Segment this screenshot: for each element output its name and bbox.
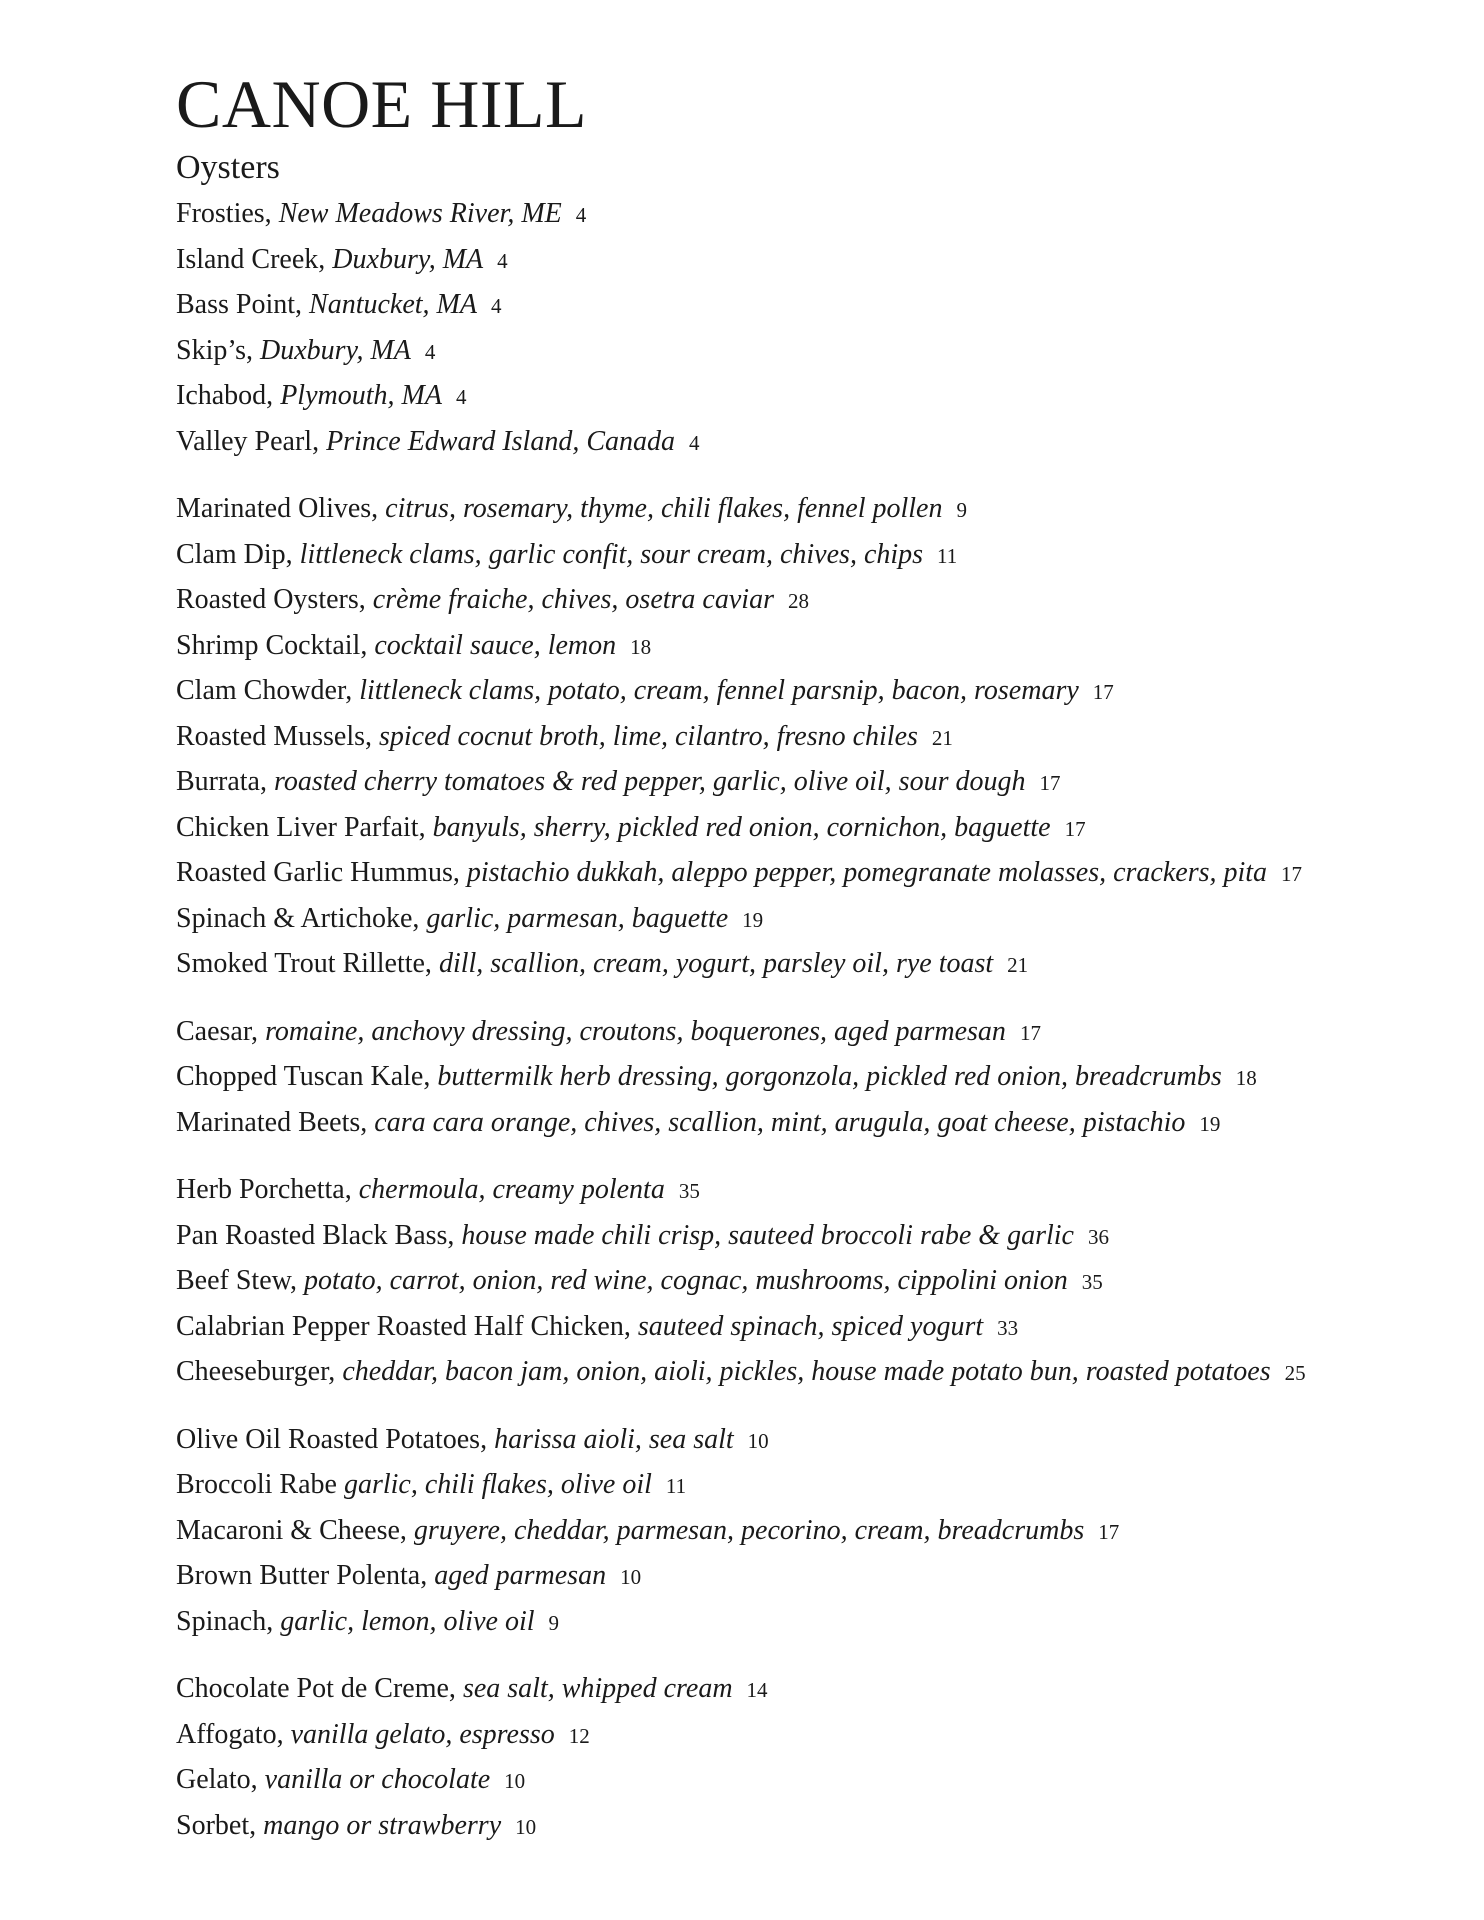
item-name: Burrata, (176, 766, 267, 797)
menu-item (176, 192, 1356, 238)
menu-item (176, 238, 1356, 284)
item-description: dill, scallion, cream, yogurt, parsley oil, rye toast (438, 948, 994, 979)
menu-item (176, 760, 1356, 806)
menu-section (176, 146, 1356, 465)
restaurant-title: CANOE HILL (176, 66, 588, 142)
item-price: 4 (455, 385, 467, 409)
item-description: crème fraiche, chives, osetra caviar (372, 584, 774, 615)
item-name: Marinated Olives, (176, 493, 379, 524)
menu-section (176, 1418, 1356, 1646)
item-price: 10 (620, 1565, 642, 1589)
item-description: aged parmesan (434, 1560, 607, 1591)
menu-item (176, 1305, 1356, 1351)
item-name: Marinated Beets, (176, 1106, 368, 1138)
item-description: buttermilk herb dressing, gorgonzola, pickled red onion, breadcrumbs (437, 1061, 1222, 1092)
item-description: New Meadows River, ME (278, 198, 562, 229)
item-name: Skip’s, (176, 334, 254, 366)
item-price: 4 (689, 430, 700, 455)
item-name: Roasted Oysters, (176, 584, 366, 615)
menu-item (176, 1418, 1356, 1464)
item-description: Nantucket, MA (309, 289, 477, 320)
item-description: cara cara orange, chives, scallion, mint, arugula, goat cheese, pistachio (374, 1106, 1186, 1138)
item-name: Gelato, (176, 1764, 258, 1795)
item-price: 11 (665, 1474, 687, 1498)
menu-item (176, 1168, 1356, 1214)
item-description: garlic, chili flakes, olive oil (343, 1469, 652, 1500)
menu-item (176, 806, 1356, 852)
menu-item (176, 715, 1356, 761)
menu-section (176, 1010, 1356, 1147)
item-name: Chicken Liver Parfait, (176, 811, 426, 843)
menu-item (176, 1509, 1356, 1555)
menu-item (176, 1713, 1356, 1759)
item-description: littleneck clams, potato, cream, fennel parsnip, bacon, rosemary (359, 675, 1079, 706)
item-price: 36 (1087, 1224, 1109, 1249)
item-name: Roasted Garlic Hummus, (176, 857, 460, 888)
item-name: Pan Roasted Black Bass, (176, 1219, 455, 1251)
menu-item (176, 942, 1356, 988)
menu-section (176, 1667, 1356, 1849)
menu-item (176, 533, 1356, 579)
item-description: roasted cherry tomatoes & red pepper, garlic, olive oil, sour dough (273, 766, 1026, 797)
item-price: 14 (746, 1678, 768, 1702)
menu-item (176, 1055, 1356, 1101)
item-description: chermoula, creamy polenta (358, 1174, 665, 1205)
item-price: 25 (1284, 1361, 1306, 1385)
item-description: citrus, rosemary, thyme, chili flakes, fennel pollen (385, 493, 943, 524)
menu-item (176, 1259, 1356, 1305)
item-description: Duxbury, MA (332, 243, 484, 275)
item-name: Frosties, (176, 198, 272, 229)
item-name: Calabrian Pepper Roasted Half Chicken, (176, 1310, 631, 1342)
item-price: 17 (1039, 771, 1061, 795)
item-description: sea salt, whipped cream (462, 1673, 733, 1704)
item-name: Beef Stew, (176, 1265, 298, 1296)
menu-item (176, 1463, 1356, 1509)
item-description: banyuls, sherry, pickled red onion, cornichon, baguette (432, 811, 1051, 843)
item-name: Shrimp Cocktail, (176, 629, 368, 661)
item-price: 9 (956, 498, 967, 522)
item-name: Chopped Tuscan Kale, (176, 1061, 431, 1092)
item-price: 10 (504, 1769, 526, 1793)
item-price: 35 (678, 1179, 700, 1203)
item-price: 21 (931, 725, 953, 750)
item-description: sauteed spinach, spiced yogurt (637, 1310, 984, 1342)
item-description: garlic, parmesan, baguette (426, 902, 729, 934)
menu-item (176, 669, 1356, 715)
menu-item (176, 420, 1356, 466)
menu-item (176, 578, 1356, 624)
item-name: Bass Point, (176, 289, 303, 320)
menu-item (176, 1010, 1356, 1056)
item-description: spiced cocnut broth, lime, cilantro, fresno chiles (379, 720, 918, 752)
item-name: Island Creek, (176, 243, 326, 275)
menu-item (176, 1214, 1356, 1260)
item-price: 19 (1199, 1111, 1221, 1136)
item-price: 9 (548, 1610, 560, 1635)
item-name: Broccoli Rabe (176, 1469, 337, 1500)
item-description: Prince Edward Island, Canada (326, 425, 676, 457)
item-price: 35 (1081, 1270, 1103, 1294)
menu (176, 62, 1356, 1849)
item-price: 4 (490, 294, 502, 318)
item-name: Caesar, (176, 1015, 259, 1047)
item-price: 17 (1281, 862, 1303, 886)
item-name: Sorbet, (176, 1809, 257, 1841)
item-price: 12 (568, 1723, 590, 1748)
item-price: 10 (515, 1814, 537, 1839)
item-description: pistachio dukkah, aleppo pepper, pomegranate molasses, crackers, pita (466, 857, 1268, 888)
menu-item (176, 487, 1356, 533)
item-name: Valley Pearl, (176, 425, 320, 457)
item-price: 28 (787, 589, 809, 613)
item-name: Macaroni & Cheese, (176, 1514, 407, 1546)
menu-item (176, 851, 1356, 897)
menu-item (176, 1667, 1356, 1713)
item-description: cocktail sauce, lemon (374, 629, 617, 661)
menu-item (176, 329, 1356, 375)
item-name: Spinach & Artichoke, (176, 902, 420, 934)
item-name: Cheeseburger, (176, 1356, 336, 1387)
item-description: gruyere, cheddar, parmesan, pecorino, cream, breadcrumbs (413, 1514, 1085, 1546)
menu-item (176, 1554, 1356, 1600)
item-price: 17 (1098, 1519, 1120, 1544)
item-description: house made chili crisp, sauteed broccoli rabe & garlic (461, 1219, 1074, 1251)
menu-item (176, 897, 1356, 943)
section-heading: Oysters (176, 149, 280, 186)
menu-section (176, 1168, 1356, 1396)
item-price: 4 (575, 203, 587, 227)
item-description: vanilla or chocolate (264, 1764, 491, 1795)
item-description: mango or strawberry (263, 1809, 502, 1841)
item-name: Brown Butter Polenta, (176, 1560, 428, 1591)
menu-item (176, 624, 1356, 670)
item-name: Smoked Trout Rillette, (176, 948, 432, 979)
item-price: 4 (424, 339, 436, 364)
item-price: 17 (1092, 680, 1114, 704)
item-description: Plymouth, MA (280, 380, 442, 411)
item-name: Chocolate Pot de Creme, (176, 1673, 456, 1704)
item-price: 18 (1235, 1066, 1257, 1090)
item-name: Affogato, (176, 1718, 284, 1750)
item-price: 33 (997, 1315, 1019, 1340)
item-price: 19 (742, 907, 764, 932)
item-name: Clam Dip, (176, 538, 293, 570)
menu-section (176, 487, 1356, 988)
menu-item (176, 1101, 1356, 1147)
item-name: Roasted Mussels, (176, 720, 372, 752)
menu-item (176, 374, 1356, 420)
menu-sections (176, 146, 1356, 1849)
item-description: garlic, lemon, olive oil (280, 1605, 535, 1637)
item-price: 17 (1019, 1020, 1041, 1045)
item-price: 11 (937, 543, 958, 568)
item-name: Herb Porchetta, (176, 1174, 352, 1205)
menu-item (176, 1758, 1356, 1804)
menu-item (176, 283, 1356, 329)
item-description: cheddar, bacon jam, onion, aioli, pickles, house made potato bun, roasted potatoes (342, 1356, 1271, 1387)
menu-item (176, 1350, 1356, 1396)
item-description: potato, carrot, onion, red wine, cognac, mushrooms, cippolini onion (304, 1265, 1068, 1296)
item-name: Clam Chowder, (176, 675, 353, 706)
item-description: littleneck clams, garlic confit, sour cream, chives, chips (299, 538, 924, 570)
item-price: 4 (497, 248, 508, 273)
item-price: 18 (630, 634, 652, 659)
item-name: Olive Oil Roasted Potatoes, (176, 1423, 488, 1455)
item-price: 21 (1007, 953, 1029, 977)
item-description: vanilla gelato, espresso (290, 1718, 555, 1750)
item-description: romaine, anchovy dressing, croutons, boquerones, aged parmesan (265, 1015, 1006, 1047)
item-name: Spinach, (176, 1605, 274, 1637)
menu-item (176, 1804, 1356, 1850)
item-price: 17 (1064, 816, 1086, 841)
item-name: Ichabod, (176, 380, 274, 411)
item-description: Duxbury, MA (260, 334, 411, 366)
menu-item (176, 1600, 1356, 1646)
item-description: harissa aioli, sea salt (494, 1423, 734, 1455)
item-price: 10 (747, 1428, 769, 1453)
